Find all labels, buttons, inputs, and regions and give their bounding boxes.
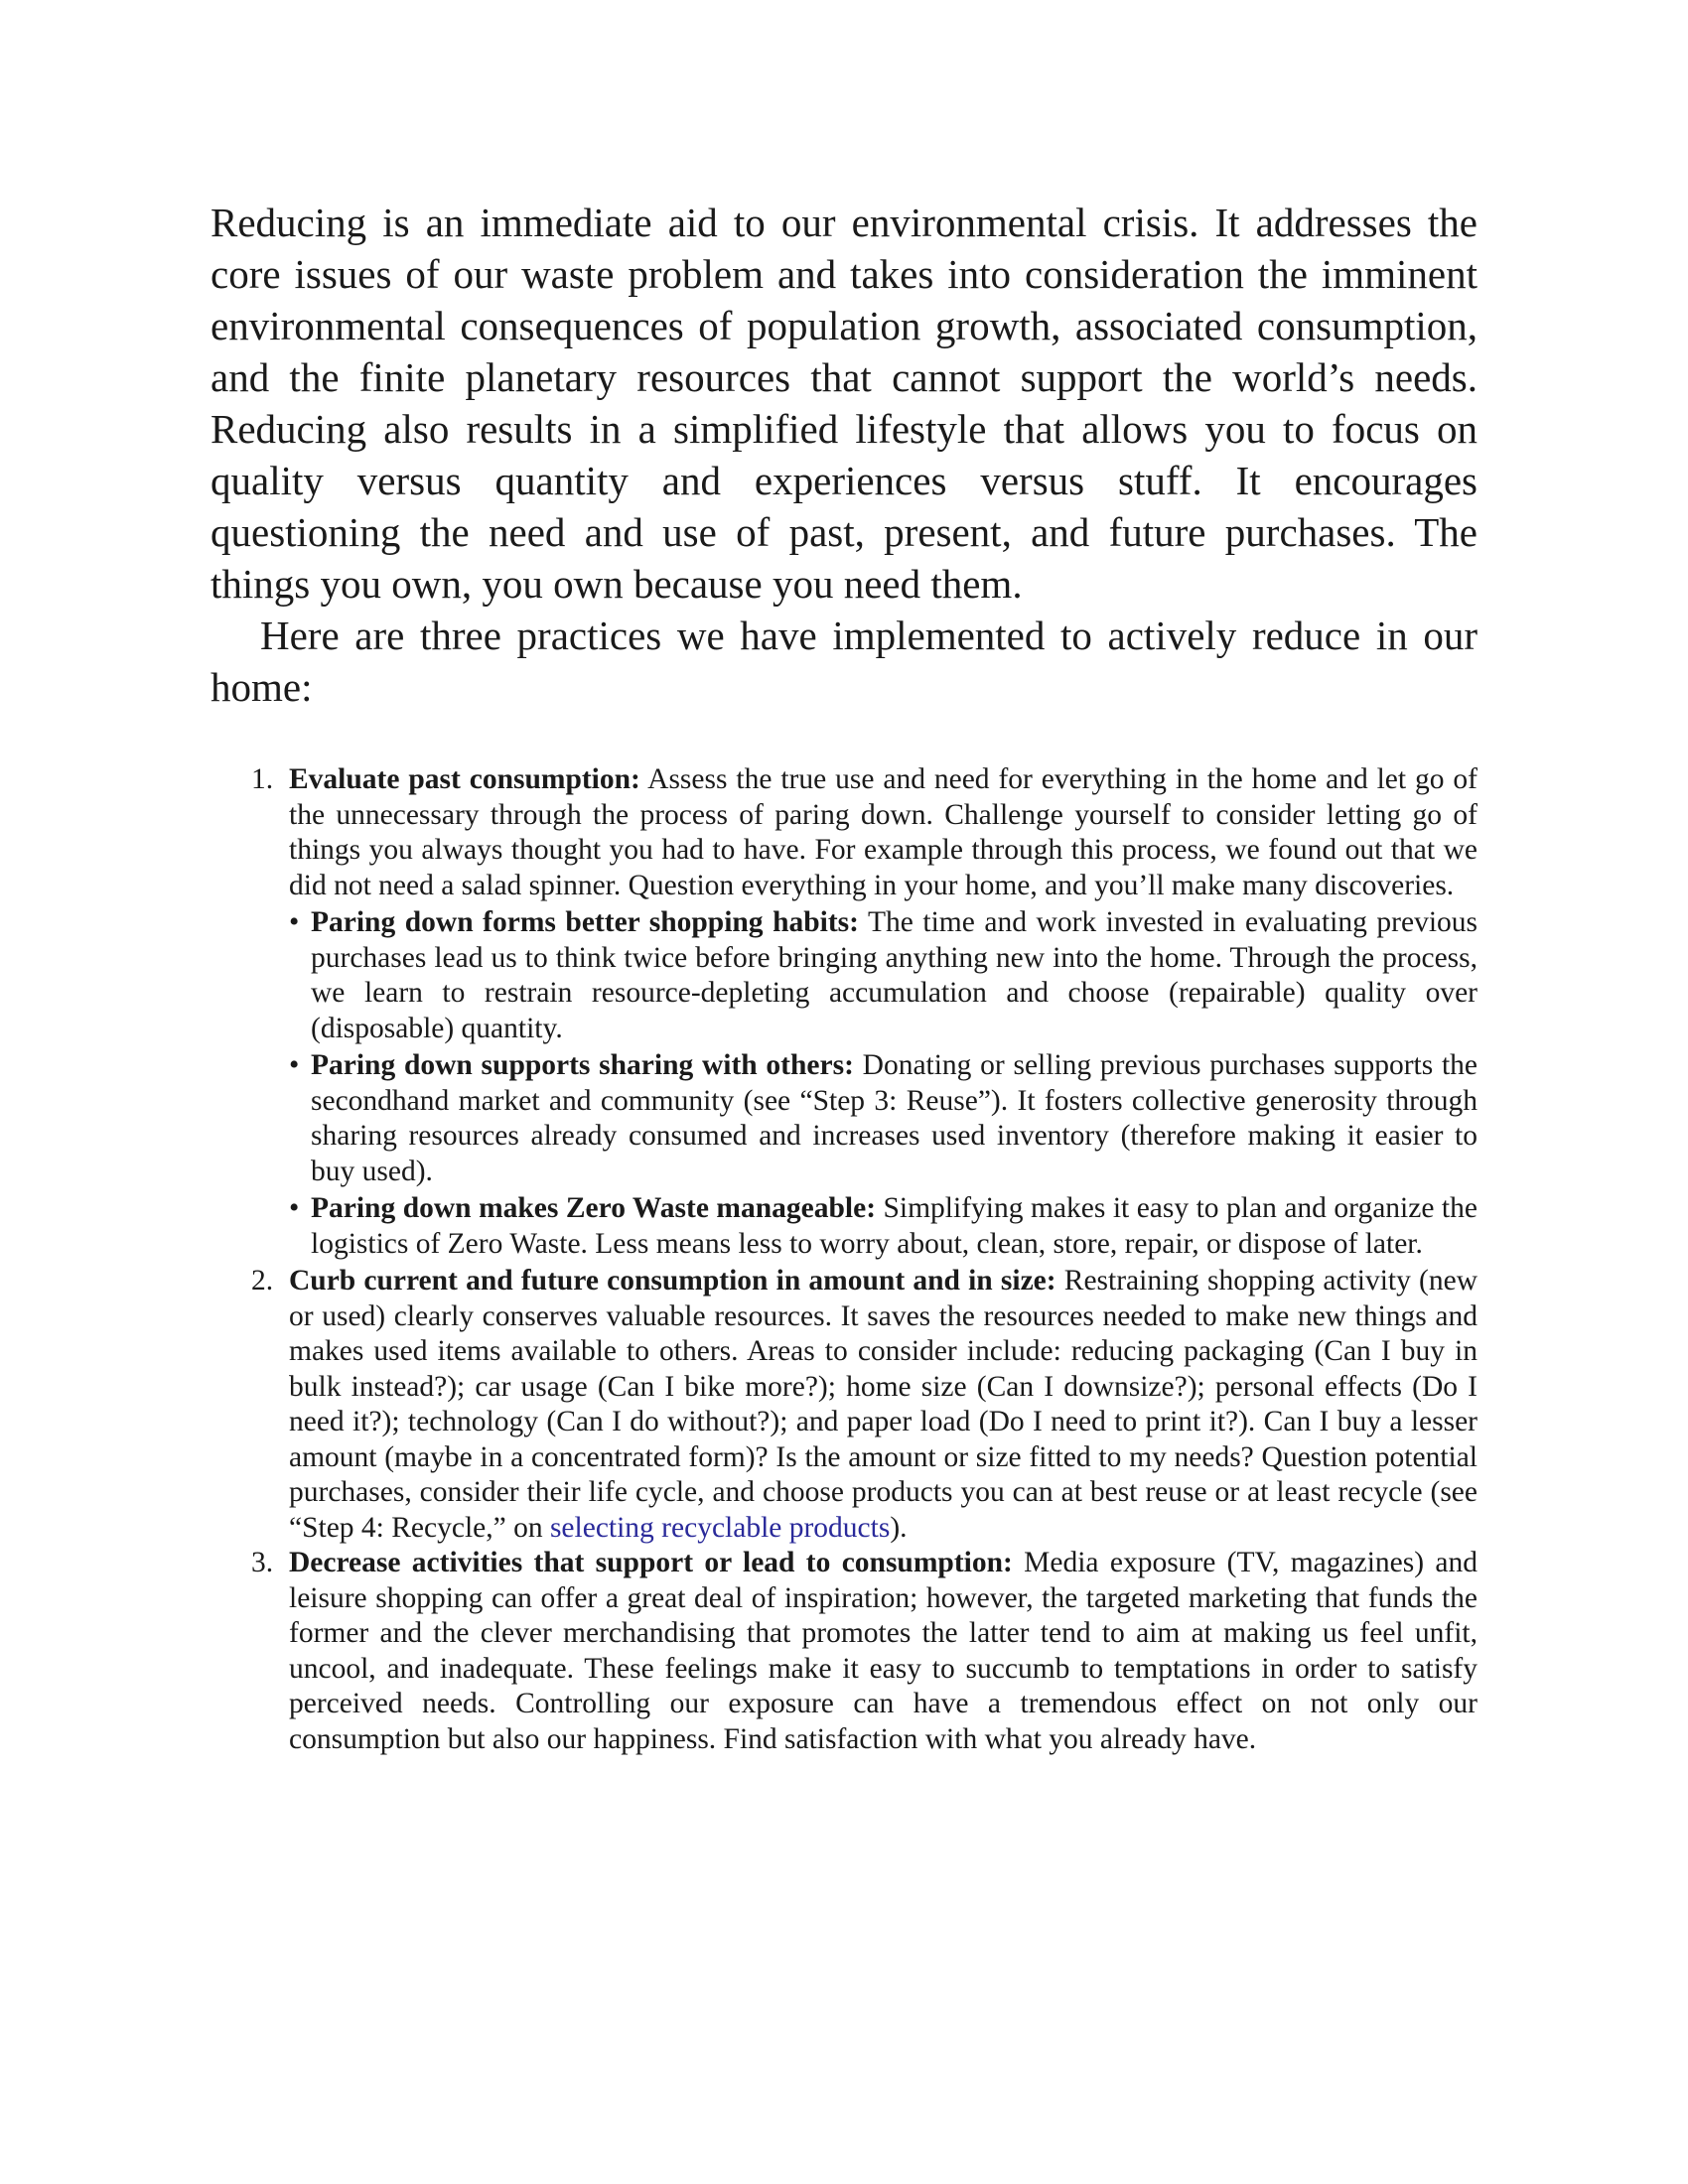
intro-section (211, 197, 1477, 713)
bullet-icon: • (289, 906, 300, 938)
item-text: Assess the true use and need for everything in the home and let go of the unnecessary through the process of paring down. Challenge yourself to consider letting go of things you always thought you had to have. For example through this process, we found out that we did not need a salad spinner. Question everything in your home, and you’ll make many discoveries. (289, 763, 1477, 901)
list-item (251, 762, 1478, 1262)
item-text-after: ). (890, 1511, 908, 1544)
item-text: Media exposure (TV, magazines) and leisure shopping can offer a great deal of inspiration; however, the targeted marketing that funds the former and the clever merchandising that promotes the latter tend to aim at making us feel unfit, uncool, and inadequate. These feelings make it easy to succumb to temptations in order to satisfy perceived needs. Controlling our exposure can have a tremendous effect on not only our consumption but also our happiness. Find satisfaction with what you already have. (289, 1547, 1477, 1755)
practices-lead-paragraph: Here are three practices we have implemented to actively reduce in our home: (211, 613, 1477, 710)
sub-item-title: Paring down makes Zero Waste manageable: (311, 1192, 877, 1224)
item-title: Evaluate past consumption: (289, 763, 640, 795)
list-number: 1. (251, 763, 274, 795)
sub-item-title: Paring down forms better shopping habits: (311, 906, 859, 938)
practices-list (211, 762, 1477, 1757)
item-title: Curb current and future consumption in amount and in size: (289, 1265, 1056, 1297)
list-item (251, 1264, 1478, 1546)
sub-list (289, 905, 1477, 1262)
bullet-icon: • (289, 1049, 300, 1081)
list-number: 3. (251, 1547, 274, 1578)
item-text: Restraining shopping activity (new or used) clearly conserves valuable resources. It saves the resources needed to make new things and makes used items available to others. Areas to consider include: reducing packaging (Can I buy in bulk instead?); car usage (Can I bike more?); home size (Can I downsize?); personal effects (Do I need it?); technology (Can I do without?); and paper load (Do I need to print it?). Can I buy a lesser amount (maybe in a concentrated form)? Is the amount or size fitted to my needs? Question potential purchases, consider their life cycle, and choose products you can at best reuse or at least recycle (see “Step 4: Recycle,” on (289, 1265, 1478, 1544)
bullet-icon: • (289, 1192, 300, 1224)
intro-paragraph: Reducing is an immediate aid to our environmental crisis. It addresses the core issues of our waste problem and takes into consideration the imminent environmental consequences of population growth, associated consumption, and the finite planetary resources that cannot support the world’s needs. Reducing also results in a simplified lifestyle that allows you to focus on quality versus quantity and experiences versus stuff. It encourages questioning the need and use of past, present, and future purchases. The things you own, you own because you need them. (211, 200, 1477, 607)
sub-list-item (289, 1191, 1477, 1262)
sub-item-text: The time and work invested in evaluating previous purchases lead us to think twice before bringing anything new into the home. Through the process, we learn to restrain resource-depleting accumulation and choose (repairable) quality over (disposable) quantity. (311, 906, 1478, 1044)
sub-list-item (289, 905, 1478, 1046)
sub-item-title: Paring down supports sharing with others: (311, 1049, 854, 1081)
list-number: 2. (251, 1265, 274, 1297)
sub-item-text: Donating or selling previous purchases supports the secondhand market and community (see “Step 3: Reuse”). It fosters collective generosity through sharing resources already consumed and increases used inventory (therefore making it easier to buy used). (311, 1049, 1478, 1187)
sub-list-item (289, 1048, 1478, 1189)
document-page (211, 197, 1477, 1757)
sub-item-text: Simplifying makes it easy to plan and organize the logistics of Zero Waste. Less means less to worry about, clean, store, repair, or dispose of later. (311, 1192, 1477, 1260)
recyclable-products-link[interactable]: selecting recyclable products (549, 1511, 891, 1544)
item-title: Decrease activities that support or lead to consumption: (289, 1547, 1013, 1578)
list-item (251, 1546, 1477, 1757)
